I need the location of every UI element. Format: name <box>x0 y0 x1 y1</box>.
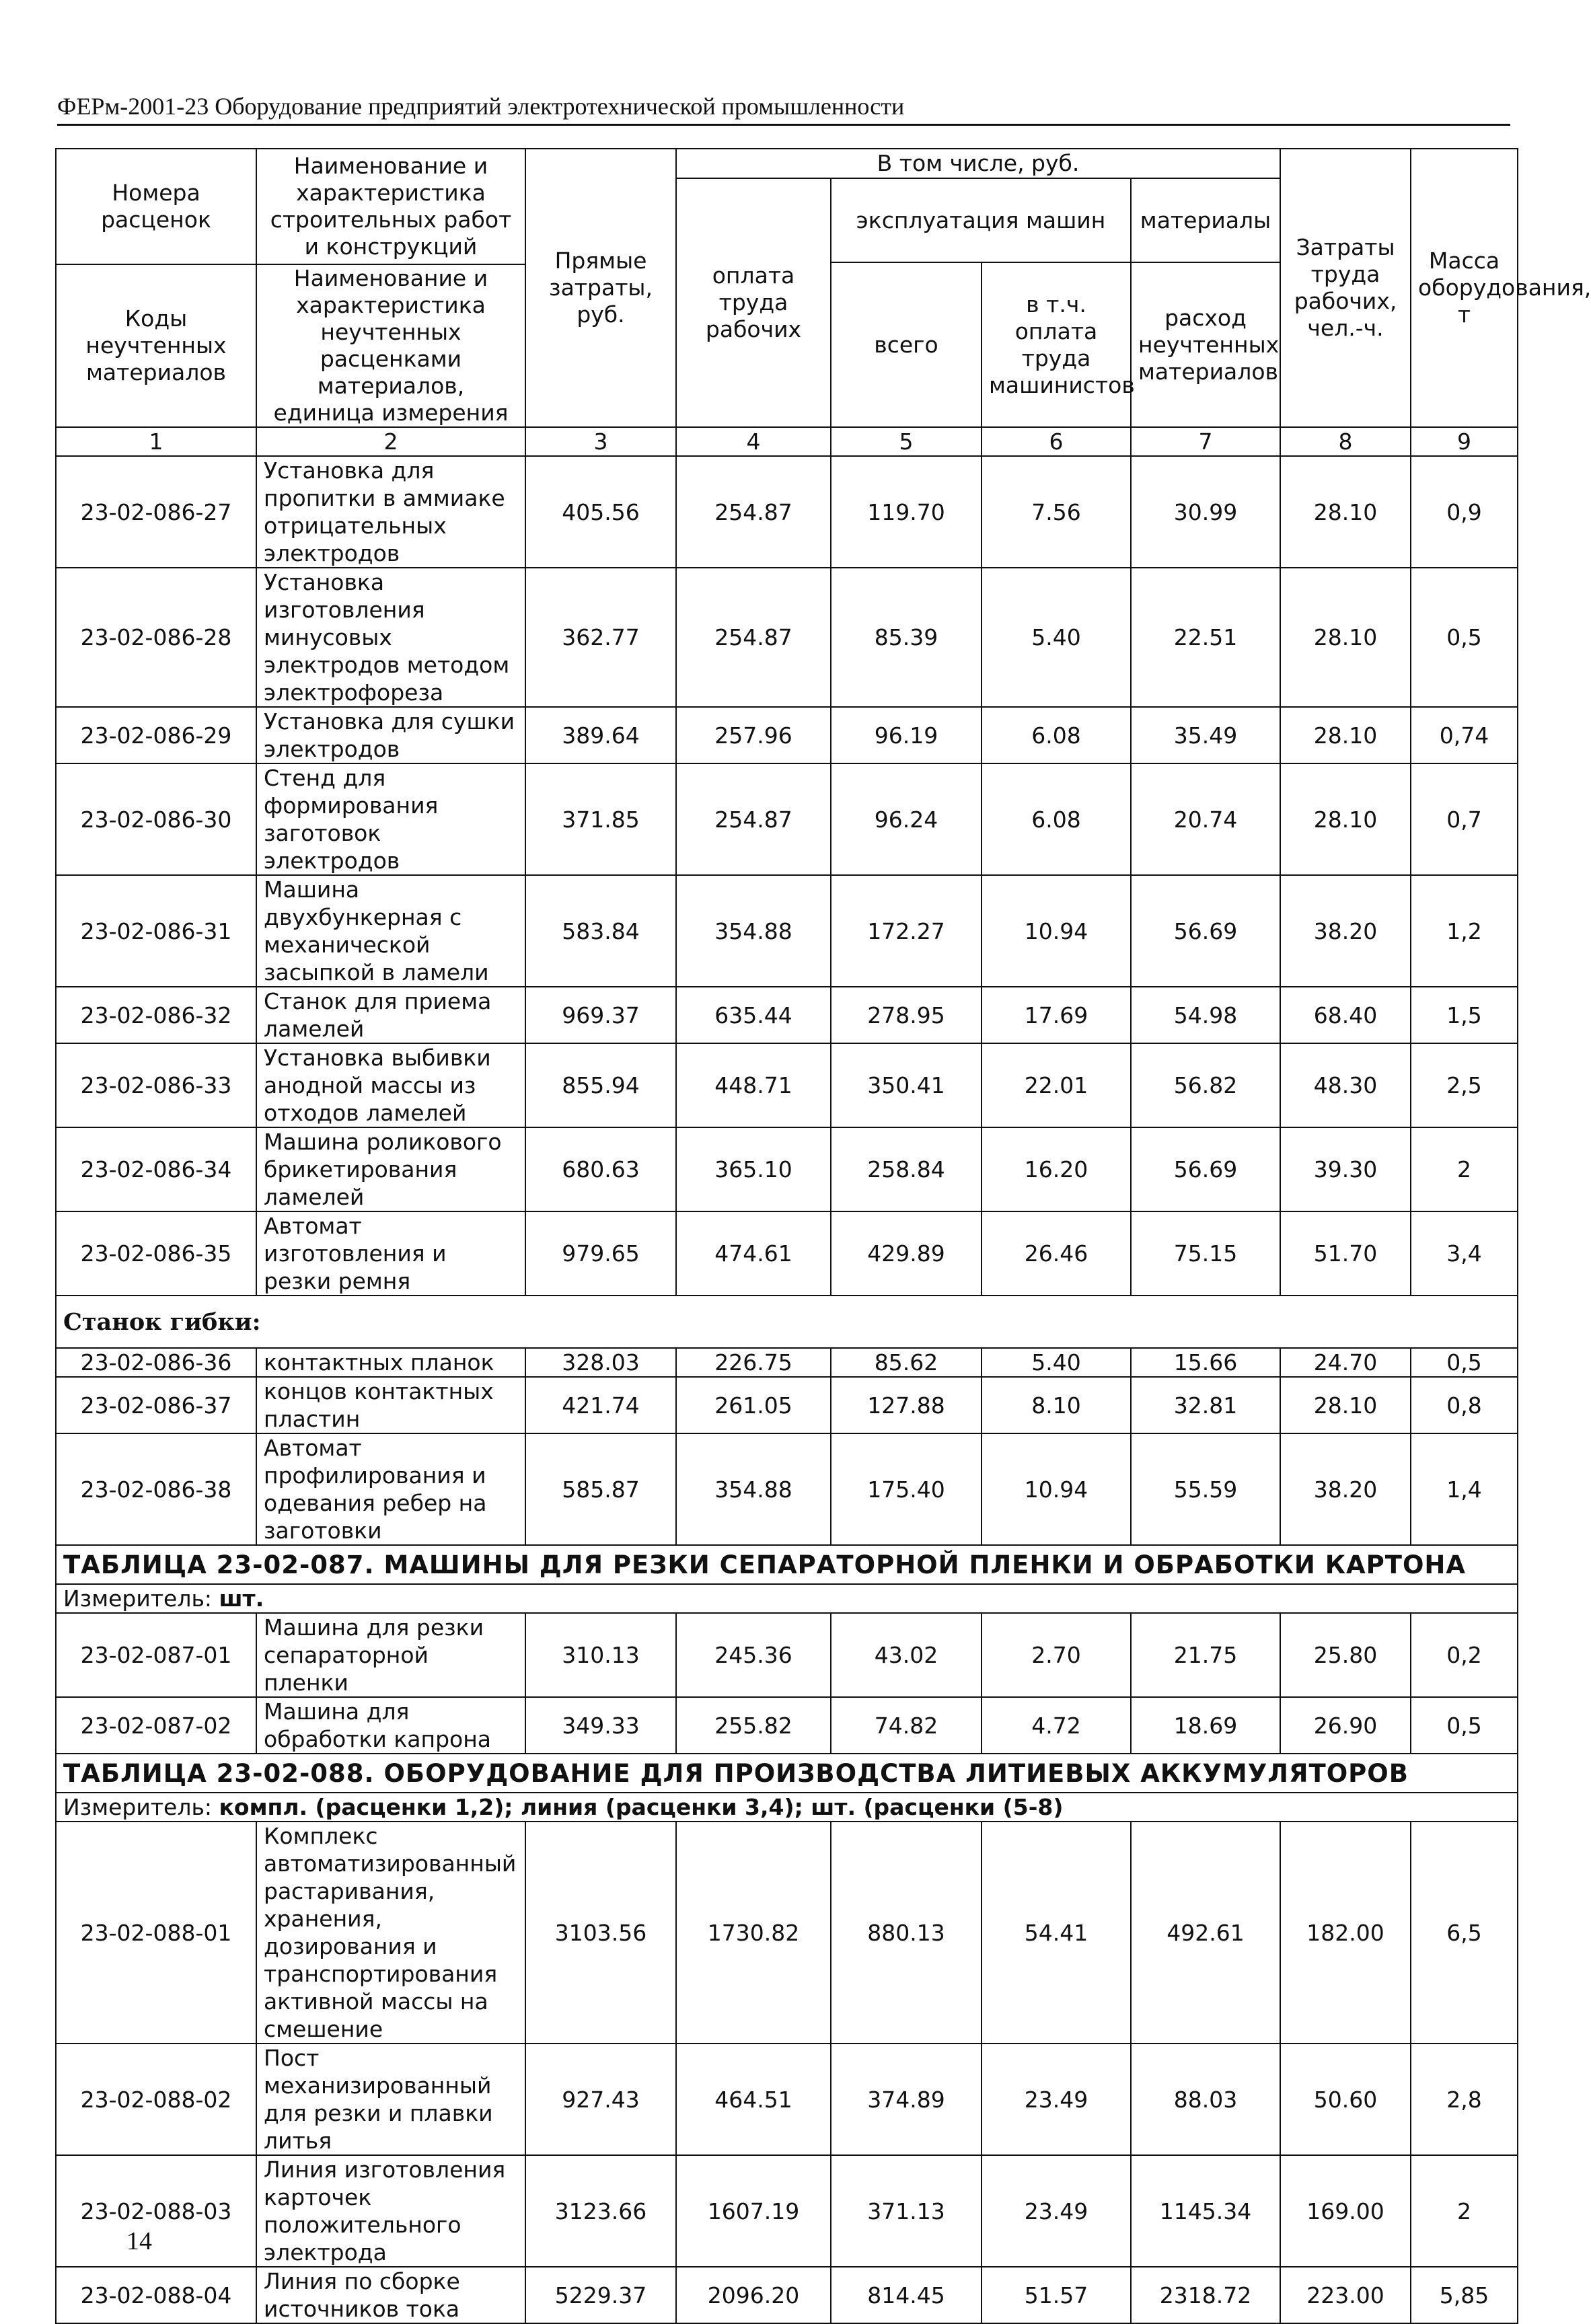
cell-hours: 24.70 <box>1280 1348 1411 1377</box>
cell-code: 23-02-086-33 <box>56 1043 256 1127</box>
cell-code: 23-02-087-01 <box>56 1613 256 1697</box>
column-numbers-row <box>56 427 1518 456</box>
cell-labor: 474.61 <box>676 1211 831 1296</box>
cell-mach-labor: 6.08 <box>982 763 1131 875</box>
cell-mach-labor: 23.49 <box>982 2044 1131 2155</box>
cell-name: Комплекс автоматизированный растаривания, хранения, дозирования и транспортирования активной массы на смешение <box>256 1822 525 2044</box>
table-row <box>56 2155 1518 2267</box>
table-row <box>56 1348 1518 1377</box>
cell-mach-labor: 5.40 <box>982 1348 1131 1377</box>
cell-mat: 35.49 <box>1131 707 1280 763</box>
measure-value: компл. (расценки 1,2); линия (расценки 3,4); шт. (расценки (5-8) <box>219 1794 1064 1820</box>
cell-direct: 5229.37 <box>525 2267 676 2323</box>
table-row <box>56 1377 1518 1433</box>
cell-hours: 51.70 <box>1280 1211 1411 1296</box>
cell-mass: 0,7 <box>1411 763 1518 875</box>
cell-mach: 278.95 <box>831 987 982 1043</box>
cell-mass: 6,5 <box>1411 1822 1518 2044</box>
table-row <box>56 1127 1518 1211</box>
cell-mat: 56.82 <box>1131 1043 1280 1127</box>
header-machines-labor: в т.ч. оплата труда машинистов <box>982 262 1131 427</box>
table-row <box>56 1433 1518 1545</box>
cell-mass: 0,5 <box>1411 568 1518 707</box>
cell-mach: 96.19 <box>831 707 982 763</box>
cell-code: 23-02-088-04 <box>56 2267 256 2323</box>
table-087-title: ТАБЛИЦА 23-02-087. МАШИНЫ ДЛЯ РЕЗКИ СЕПАРАТОРНОЙ ПЛЕНКИ И ОБРАБОТКИ КАРТОНА <box>56 1545 1518 1584</box>
cell-code: 23-02-088-01 <box>56 1822 256 2044</box>
cell-mach-labor: 4.72 <box>982 1697 1131 1754</box>
table-row <box>56 2267 1518 2323</box>
cell-direct: 3123.66 <box>525 2155 676 2267</box>
cell-mach-labor: 7.56 <box>982 456 1131 568</box>
cell-name: Станок для приема ламелей <box>256 987 525 1043</box>
cell-direct: 680.63 <box>525 1127 676 1211</box>
cell-code: 23-02-088-02 <box>56 2044 256 2155</box>
cell-mass: 1,5 <box>1411 987 1518 1043</box>
cell-mach: 85.62 <box>831 1348 982 1377</box>
header-direct-costs: Прямые затраты, руб. <box>525 149 676 427</box>
column-number: 1 <box>56 427 256 456</box>
cell-mat: 22.51 <box>1131 568 1280 707</box>
column-number: 2 <box>256 427 525 456</box>
cell-labor: 254.87 <box>676 456 831 568</box>
rates-table <box>55 148 1591 2324</box>
cell-direct: 328.03 <box>525 1348 676 1377</box>
cell-code: 23-02-086-27 <box>56 456 256 568</box>
cell-code: 23-02-086-38 <box>56 1433 256 1545</box>
cell-mach: 127.88 <box>831 1377 982 1433</box>
table-row <box>56 568 1518 707</box>
cell-name: Линия по сборке источников тока <box>256 2267 525 2323</box>
cell-mat: 75.15 <box>1131 1211 1280 1296</box>
cell-name: Стенд для формирования заготовок электродов <box>256 763 525 875</box>
table-088-measure <box>56 1793 1518 1822</box>
cell-hours: 28.10 <box>1280 456 1411 568</box>
table-row <box>56 1043 1518 1127</box>
cell-mass: 1,4 <box>1411 1433 1518 1545</box>
header-unaccounted-codes: Коды неучтенных материалов <box>56 264 256 427</box>
cell-code: 23-02-086-31 <box>56 875 256 987</box>
cell-labor: 1730.82 <box>676 1822 831 2044</box>
cell-hours: 223.00 <box>1280 2267 1411 2323</box>
cell-hours: 28.10 <box>1280 763 1411 875</box>
cell-mat: 21.75 <box>1131 1613 1280 1697</box>
column-number: 8 <box>1280 427 1411 456</box>
cell-mat: 54.98 <box>1131 987 1280 1043</box>
cell-direct: 389.64 <box>525 707 676 763</box>
cell-mass: 0,74 <box>1411 707 1518 763</box>
cell-hours: 38.20 <box>1280 875 1411 987</box>
cell-name: Установка изготовления минусовых электродов методом электрофореза <box>256 568 525 707</box>
cell-code: 23-02-086-36 <box>56 1348 256 1377</box>
cell-direct: 371.85 <box>525 763 676 875</box>
cell-labor: 245.36 <box>676 1613 831 1697</box>
cell-mach: 880.13 <box>831 1822 982 2044</box>
cell-mass: 0,5 <box>1411 1348 1518 1377</box>
column-number: 3 <box>525 427 676 456</box>
cell-hours: 48.30 <box>1280 1043 1411 1127</box>
cell-labor: 354.88 <box>676 1433 831 1545</box>
cell-hours: 28.10 <box>1280 707 1411 763</box>
cell-mach: 85.39 <box>831 568 982 707</box>
cell-mat: 18.69 <box>1131 1697 1280 1754</box>
header-unaccounted-name: Наименование и характеристика неучтенных расценками материалов, единица измерения <box>256 264 525 427</box>
cell-direct: 585.87 <box>525 1433 676 1545</box>
cell-labor: 365.10 <box>676 1127 831 1211</box>
measure-label: Измеритель: <box>63 1585 213 1612</box>
cell-name: Машина двухбункерная с механической засыпкой в ламели <box>256 875 525 987</box>
table-row <box>56 763 1518 875</box>
cell-mass: 0,2 <box>1411 1613 1518 1697</box>
cell-code: 23-02-088-03 <box>56 2155 256 2267</box>
column-number: 6 <box>982 427 1131 456</box>
cell-mach: 814.45 <box>831 2267 982 2323</box>
cell-mat: 56.69 <box>1131 1127 1280 1211</box>
page-number: 14 <box>126 2227 152 2255</box>
cell-name: Машина роликового брикетирования ламелей <box>256 1127 525 1211</box>
cell-code: 23-02-086-28 <box>56 568 256 707</box>
column-number: 9 <box>1411 427 1518 456</box>
cell-hours: 28.10 <box>1280 1377 1411 1433</box>
table-row <box>56 1211 1518 1296</box>
cell-direct: 855.94 <box>525 1043 676 1127</box>
cell-mat: 88.03 <box>1131 2044 1280 2155</box>
cell-mass: 0,5 <box>1411 1697 1518 1754</box>
cell-mach-labor: 2.70 <box>982 1613 1131 1697</box>
cell-mach: 371.13 <box>831 2155 982 2267</box>
cell-name: Машина для обработки капрона <box>256 1697 525 1754</box>
cell-code: 23-02-086-30 <box>56 763 256 875</box>
table-row <box>56 2044 1518 2155</box>
cell-code: 23-02-086-32 <box>56 987 256 1043</box>
header-rate-numbers: Номера расценок <box>56 149 256 264</box>
column-number: 7 <box>1131 427 1280 456</box>
cell-mat: 30.99 <box>1131 456 1280 568</box>
column-number: 5 <box>831 427 982 456</box>
cell-hours: 68.40 <box>1280 987 1411 1043</box>
cell-mach-labor: 8.10 <box>982 1377 1131 1433</box>
cell-mach-labor: 5.40 <box>982 568 1131 707</box>
cell-name: Пост механизированный для резки и плавки литья <box>256 2044 525 2155</box>
column-number: 4 <box>676 427 831 456</box>
cell-mach: 96.24 <box>831 763 982 875</box>
cell-mach: 350.41 <box>831 1043 982 1127</box>
cell-mat: 2318.72 <box>1131 2267 1280 2323</box>
cell-hours: 39.30 <box>1280 1127 1411 1211</box>
cell-labor: 255.82 <box>676 1697 831 1754</box>
header-including: В том числе, руб. <box>676 149 1280 178</box>
cell-name: Машина для резки сепараторной пленки <box>256 1613 525 1697</box>
cell-mach: 119.70 <box>831 456 982 568</box>
section-bending-title: Станок гибки: <box>56 1296 1518 1348</box>
cell-code: 23-02-086-35 <box>56 1211 256 1296</box>
cell-labor: 1607.19 <box>676 2155 831 2267</box>
cell-mach: 258.84 <box>831 1127 982 1211</box>
cell-mach-labor: 23.49 <box>982 2155 1131 2267</box>
header-equipment-mass: Масса оборудования, т <box>1411 149 1518 427</box>
cell-direct: 310.13 <box>525 1613 676 1697</box>
cell-code: 23-02-087-02 <box>56 1697 256 1754</box>
table-087-rows <box>56 1613 1518 1754</box>
bending-rows <box>56 1348 1518 1545</box>
header-work-name: Наименование и характеристика строительных работ и конструкций <box>256 149 525 264</box>
cell-mach: 43.02 <box>831 1613 982 1697</box>
cell-hours: 38.20 <box>1280 1433 1411 1545</box>
cell-name: Автомат изготовления и резки ремня <box>256 1211 525 1296</box>
cell-mach-labor: 10.94 <box>982 875 1131 987</box>
page-header: ФЕРм-2001-23 Оборудование предприятий электротехнической промышленности <box>57 90 1510 126</box>
cell-mach: 175.40 <box>831 1433 982 1545</box>
cell-mach-labor: 54.41 <box>982 1822 1131 2044</box>
cell-name: контактных планок <box>256 1348 525 1377</box>
table-088-rows <box>56 1822 1518 2323</box>
cell-mat: 15.66 <box>1131 1348 1280 1377</box>
table-088-title: ТАБЛИЦА 23-02-088. ОБОРУДОВАНИЕ ДЛЯ ПРОИЗВОДСТВА ЛИТИЕВЫХ АККУМУЛЯТОРОВ <box>56 1754 1518 1793</box>
table-row <box>56 1697 1518 1754</box>
cell-mach-labor: 22.01 <box>982 1043 1131 1127</box>
measure-value: шт. <box>219 1585 264 1612</box>
header-labor-pay: оплата труда рабочих <box>676 178 831 427</box>
header-materials-unaccounted: расход неучтенных материалов <box>1131 262 1280 427</box>
cell-mat: 55.59 <box>1131 1433 1280 1545</box>
cell-hours: 25.80 <box>1280 1613 1411 1697</box>
cell-direct: 583.84 <box>525 875 676 987</box>
cell-hours: 169.00 <box>1280 2155 1411 2267</box>
cell-labor: 354.88 <box>676 875 831 987</box>
cell-code: 23-02-086-34 <box>56 1127 256 1211</box>
cell-mat: 20.74 <box>1131 763 1280 875</box>
table-row <box>56 707 1518 763</box>
cell-direct: 405.56 <box>525 456 676 568</box>
cell-mach-labor: 17.69 <box>982 987 1131 1043</box>
cell-name: Установка выбивки анодной массы из отходов ламелей <box>256 1043 525 1127</box>
cell-mat: 32.81 <box>1131 1377 1280 1433</box>
cell-direct: 969.37 <box>525 987 676 1043</box>
cell-name: Установка для сушки электродов <box>256 707 525 763</box>
cell-mach-labor: 16.20 <box>982 1127 1131 1211</box>
cell-mach: 374.89 <box>831 2044 982 2155</box>
cell-mass: 2 <box>1411 1127 1518 1211</box>
cell-direct: 979.65 <box>525 1211 676 1296</box>
table-086-rows <box>56 456 1518 1296</box>
cell-mass: 1,2 <box>1411 875 1518 987</box>
cell-mach-labor: 51.57 <box>982 2267 1131 2323</box>
cell-mach-labor: 6.08 <box>982 707 1131 763</box>
cell-mach: 429.89 <box>831 1211 982 1296</box>
cell-name: Линия изготовления карточек положительного электрода <box>256 2155 525 2267</box>
cell-mach: 172.27 <box>831 875 982 987</box>
cell-mat: 56.69 <box>1131 875 1280 987</box>
cell-mass: 2,5 <box>1411 1043 1518 1127</box>
table-row <box>56 1822 1518 2044</box>
cell-mass: 0,8 <box>1411 1377 1518 1433</box>
cell-hours: 28.10 <box>1280 568 1411 707</box>
header-labor-costs: Затраты труда рабочих, чел.-ч. <box>1280 149 1411 427</box>
table-row <box>56 1613 1518 1697</box>
cell-labor: 257.96 <box>676 707 831 763</box>
cell-direct: 362.77 <box>525 568 676 707</box>
table-087-measure <box>56 1584 1518 1613</box>
cell-labor: 226.75 <box>676 1348 831 1377</box>
table-row <box>56 456 1518 568</box>
cell-hours: 182.00 <box>1280 1822 1411 2044</box>
cell-mass: 2,8 <box>1411 2044 1518 2155</box>
cell-mass: 3,4 <box>1411 1211 1518 1296</box>
cell-labor: 448.71 <box>676 1043 831 1127</box>
cell-labor: 2096.20 <box>676 2267 831 2323</box>
cell-labor: 261.05 <box>676 1377 831 1433</box>
header-materials: материалы <box>1131 178 1280 262</box>
header-machines-total: всего <box>831 262 982 427</box>
cell-mass: 0,9 <box>1411 456 1518 568</box>
cell-labor: 254.87 <box>676 568 831 707</box>
cell-name: Автомат профилирования и одевания ребер на заготовки <box>256 1433 525 1545</box>
cell-mach-labor: 26.46 <box>982 1211 1131 1296</box>
cell-hours: 50.60 <box>1280 2044 1411 2155</box>
cell-mass: 5,85 <box>1411 2267 1518 2323</box>
cell-name: Установка для пропитки в аммиаке отрицательных электродов <box>256 456 525 568</box>
cell-code: 23-02-086-37 <box>56 1377 256 1433</box>
cell-labor: 464.51 <box>676 2044 831 2155</box>
cell-labor: 254.87 <box>676 763 831 875</box>
cell-code: 23-02-086-29 <box>56 707 256 763</box>
cell-mat: 1145.34 <box>1131 2155 1280 2267</box>
measure-label: Измеритель: <box>63 1794 213 1820</box>
cell-mach: 74.82 <box>831 1697 982 1754</box>
table-row <box>56 987 1518 1043</box>
header-machines: эксплуатация машин <box>831 178 1131 262</box>
cell-direct: 349.33 <box>525 1697 676 1754</box>
cell-mat: 492.61 <box>1131 1822 1280 2044</box>
cell-hours: 26.90 <box>1280 1697 1411 1754</box>
table-row <box>56 875 1518 987</box>
cell-direct: 927.43 <box>525 2044 676 2155</box>
cell-direct: 421.74 <box>525 1377 676 1433</box>
cell-direct: 3103.56 <box>525 1822 676 2044</box>
cell-mach-labor: 10.94 <box>982 1433 1131 1545</box>
cell-name: концов контактных пластин <box>256 1377 525 1433</box>
cell-mass: 2 <box>1411 2155 1518 2267</box>
cell-labor: 635.44 <box>676 987 831 1043</box>
